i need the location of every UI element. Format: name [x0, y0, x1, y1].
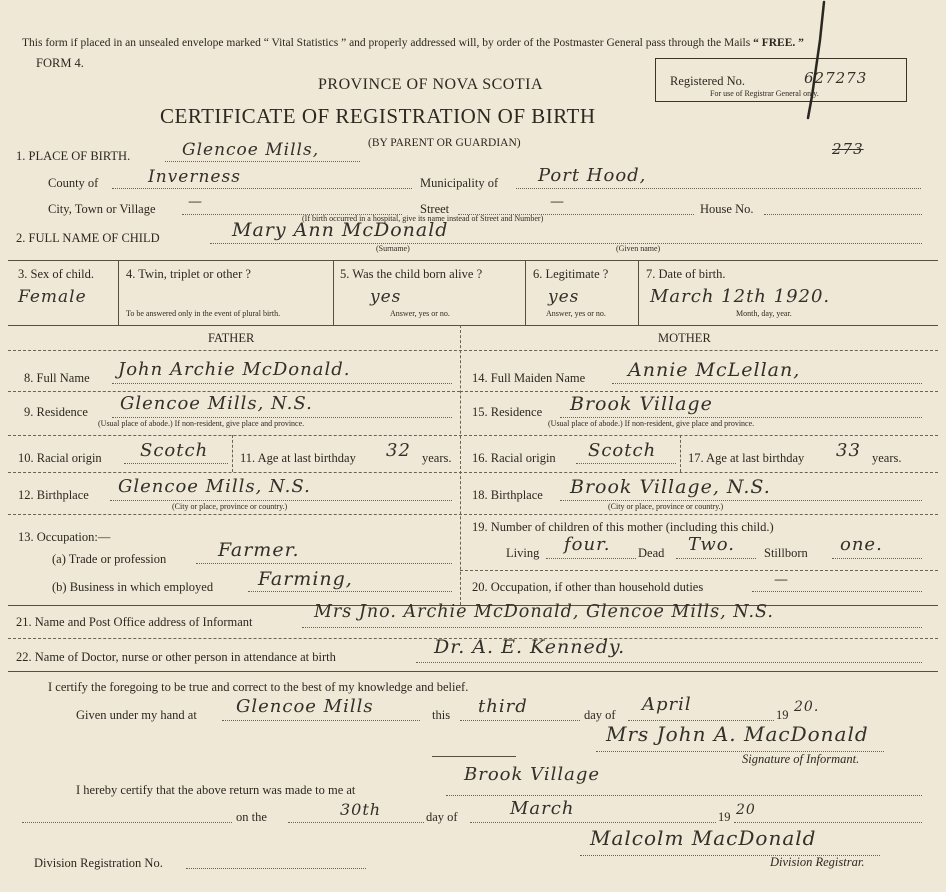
mother-occupation-value: —	[774, 572, 789, 588]
alive-label: 5. Was the child born alive ?	[340, 267, 483, 281]
this-label: this	[432, 708, 451, 722]
by-parent-note: (BY PARENT OR GUARDIAN)	[368, 137, 521, 149]
father-residence-value: Glencoe Mills, N.S.	[120, 393, 313, 414]
mail-notice	[22, 37, 804, 49]
division-no-label: Division Registration No.	[34, 856, 163, 870]
mother-heading: MOTHER	[658, 331, 711, 345]
father-age-value: 32	[386, 440, 411, 461]
street-value: —	[550, 194, 565, 210]
county-line	[112, 188, 412, 189]
stillborn-value: one.	[840, 534, 883, 555]
page-title: CERTIFICATE OF REGISTRATION OF BIRTH	[160, 104, 596, 128]
father-racial-label: 10. Racial origin	[18, 451, 102, 465]
business-label: (b) Business in which employed	[52, 580, 214, 594]
parents-heading-rule	[8, 350, 938, 351]
mother-racial-value: Scotch	[588, 440, 657, 461]
struck-number: 273	[832, 140, 864, 158]
doctor-value: Dr. A. E. Kennedy.	[434, 636, 626, 658]
certify-separator	[432, 756, 516, 757]
stillborn-line	[832, 558, 922, 559]
alive-value: yes	[370, 287, 402, 307]
row3-bottom-rule	[8, 325, 938, 326]
father-name-line	[112, 383, 452, 384]
municipality-line	[516, 188, 921, 189]
father-years-label: years.	[422, 451, 452, 465]
father-age-divider	[232, 435, 233, 472]
parents-rule-3	[8, 472, 938, 473]
row3-top-rule	[8, 260, 938, 261]
sex-value: Female	[18, 287, 87, 307]
registrar-note: For use of Registrar General only.	[710, 89, 819, 98]
place-line	[165, 161, 360, 162]
father-birthplace-label: 12. Birthplace	[18, 488, 89, 502]
twin-note: To be answered only in the event of plural birth.	[126, 309, 281, 318]
parents-divider	[460, 325, 461, 605]
father-residence-line	[112, 417, 452, 418]
municipality-label: Municipality of	[420, 176, 499, 190]
business-value: Farming,	[258, 568, 353, 590]
father-heading: FATHER	[208, 331, 255, 345]
mother-residence-line	[560, 417, 922, 418]
mother-residence-value: Brook Village	[570, 393, 713, 415]
father-residence-label: 9. Residence	[24, 405, 88, 419]
mother-name-line	[612, 383, 922, 384]
house-label: House No.	[700, 202, 754, 216]
legitimate-value: yes	[548, 287, 580, 307]
city-value: —	[188, 194, 203, 210]
registrar-month-line	[470, 822, 716, 823]
mother-name-label: 14. Full Maiden Name	[472, 371, 586, 385]
registrar-year-line	[734, 822, 922, 823]
informant-value: Mrs Jno. Archie McDonald, Glencoe Mills, N.S.	[314, 602, 774, 622]
trade-label: (a) Trade or profession	[52, 552, 167, 566]
given-month-line	[628, 720, 774, 721]
row3-divider-3	[525, 260, 526, 325]
legitimate-note: Answer, yes or no.	[546, 309, 606, 318]
registrar-year-prefix: 19	[718, 810, 731, 824]
mother-age-divider	[680, 435, 681, 472]
stillborn-label: Stillborn	[764, 546, 808, 560]
father-name-value: John Archie McDonald.	[118, 359, 351, 380]
dead-label: Dead	[638, 546, 665, 560]
surname-note: (Surname)	[376, 244, 410, 253]
municipality-value: Port Hood,	[538, 165, 647, 186]
registrar-signature: Malcolm MacDonald	[590, 826, 817, 850]
children-label: 19. Number of children of this mother (including this child.)	[472, 520, 774, 534]
registrar-dayof-label: day of	[426, 810, 458, 824]
registered-label: Registered No.	[670, 74, 745, 88]
occupation-heading: 13. Occupation:—	[18, 530, 111, 544]
mother-residence-note: (Usual place of abode.) If non-resident, give place and province.	[548, 419, 755, 428]
form-number: FORM 4.	[36, 56, 84, 70]
county-label: County of	[48, 176, 99, 190]
registrar-month-value: March	[510, 798, 575, 819]
mother-age-label: 17. Age at last birthday	[688, 451, 805, 465]
registrar-day-value: 30th	[340, 800, 382, 819]
registrar-year-value: 20	[736, 802, 756, 818]
parents-rule-2	[8, 435, 938, 436]
division-no-line	[186, 868, 366, 869]
registrar-place-line	[446, 795, 922, 796]
legitimate-label: 6. Legitimate ?	[533, 267, 609, 281]
mother-occupation-line	[752, 591, 922, 592]
father-birthplace-value: Glencoe Mills, N.S.	[118, 476, 311, 497]
given-place-line	[222, 720, 420, 721]
date-of-birth-value: March 12th 1920.	[650, 286, 831, 307]
informant-signature-label: Signature of Informant.	[742, 752, 860, 766]
doctor-label: 22. Name of Doctor, nurse or other person in attendance at birth	[16, 650, 336, 664]
sex-label: 3. Sex of child.	[18, 267, 95, 281]
street-label: Street	[420, 202, 450, 216]
given-month-value: April	[642, 694, 692, 715]
alive-note: Answer, yes or no.	[390, 309, 450, 318]
on-the-label: on the	[236, 810, 267, 824]
informant-label: 21. Name and Post Office address of Informant	[16, 615, 253, 629]
given-label: Given under my hand at	[76, 708, 197, 722]
free-label: “ FREE. ”	[753, 37, 804, 49]
city-label: City, Town or Village	[48, 202, 156, 216]
child-name-value: Mary Ann McDonald	[232, 219, 449, 241]
dead-value: Two.	[688, 534, 736, 555]
place-of-birth-value: Glencoe Mills,	[182, 140, 320, 160]
child-name-line	[210, 243, 922, 244]
ink-tick-stroke	[808, 2, 824, 118]
given-year-prefix: 19	[776, 708, 789, 722]
mother-residence-label: 15. Residence	[472, 405, 543, 419]
doctor-line	[416, 662, 922, 663]
living-label: Living	[506, 546, 540, 560]
trade-value: Farmer.	[218, 539, 300, 561]
father-racial-line	[124, 463, 228, 464]
mother-years-label: years.	[872, 451, 902, 465]
living-line	[546, 558, 636, 559]
county-value: Inverness	[148, 167, 241, 187]
mother-age-value: 33	[836, 440, 861, 461]
mother-racial-label: 16. Racial origin	[472, 451, 556, 465]
this-value: third	[478, 696, 528, 717]
mother-name-value: Annie McLellan,	[628, 359, 801, 381]
business-line	[248, 591, 452, 592]
given-place-value: Glencoe Mills	[236, 696, 374, 717]
registrar-text: I hereby certify that the above return was made to me at	[76, 783, 356, 797]
parents-rule-4	[8, 514, 938, 515]
mother-rule-1	[460, 391, 938, 392]
row3-divider-4	[638, 260, 639, 325]
father-racial-value: Scotch	[140, 440, 209, 461]
mother-birthplace-value: Brook Village, N.S.	[570, 476, 771, 498]
date-of-birth-label: 7. Date of birth.	[646, 267, 726, 281]
registrar-signature-label: Division Registrar.	[770, 855, 865, 869]
hospital-note: (If birth occurred in a hospital, give its name instead of Street and Number)	[302, 214, 544, 223]
mail-notice-text: This form if placed in an unsealed envelope marked “ Vital Statistics ” and properly addressed will, by order of the Postmaster General pass through the Mails	[22, 37, 751, 49]
place-of-birth-label: 1. PLACE OF BIRTH.	[16, 149, 131, 163]
given-dayof-label: day of	[584, 708, 616, 722]
this-line	[460, 720, 580, 721]
row3-divider-1	[118, 260, 119, 325]
trade-line	[196, 563, 452, 564]
date-of-birth-note: Month, day, year.	[736, 309, 792, 318]
certify-text: I certify the foregoing to be true and correct to the best of my knowledge and belief.	[48, 680, 469, 694]
father-age-label: 11. Age at last birthday	[240, 451, 356, 465]
informant-line	[302, 627, 922, 628]
row3-divider-2	[333, 260, 334, 325]
mother-rule-5	[460, 570, 938, 571]
house-line	[764, 214, 922, 215]
father-name-label: 8. Full Name	[24, 371, 90, 385]
father-residence-note: (Usual place of abode.) If non-resident, give place and province.	[98, 419, 305, 428]
mother-birthplace-line	[560, 500, 922, 501]
given-year-value: 20.	[794, 699, 820, 715]
registrar-day-line	[288, 822, 424, 823]
ink-tick-mark	[780, 0, 830, 120]
father-birthplace-note: (City or place, province or country.)	[172, 502, 288, 511]
province-heading: PROVINCE OF NOVA SCOTIA	[318, 76, 544, 93]
father-rule-1	[8, 391, 460, 392]
living-value: four.	[564, 534, 611, 555]
dead-line	[676, 558, 756, 559]
mother-birthplace-label: 18. Birthplace	[472, 488, 543, 502]
child-name-label: 2. FULL NAME OF CHILD	[16, 231, 160, 245]
registrar-lead-line	[22, 822, 232, 823]
doctor-bottom-rule	[8, 671, 938, 672]
registered-value: 627273	[804, 69, 868, 87]
mother-occupation-label: 20. Occupation, if other than household duties	[472, 580, 704, 594]
registrar-place-value: Brook Village	[464, 764, 600, 785]
mother-racial-line	[576, 463, 676, 464]
mother-birthplace-note: (City or place, province or country.)	[608, 502, 724, 511]
twin-label: 4. Twin, triplet or other ?	[126, 267, 251, 281]
father-birthplace-line	[110, 500, 452, 501]
given-name-note: (Given name)	[616, 244, 661, 253]
informant-signature: Mrs John A. MacDonald	[606, 722, 869, 746]
